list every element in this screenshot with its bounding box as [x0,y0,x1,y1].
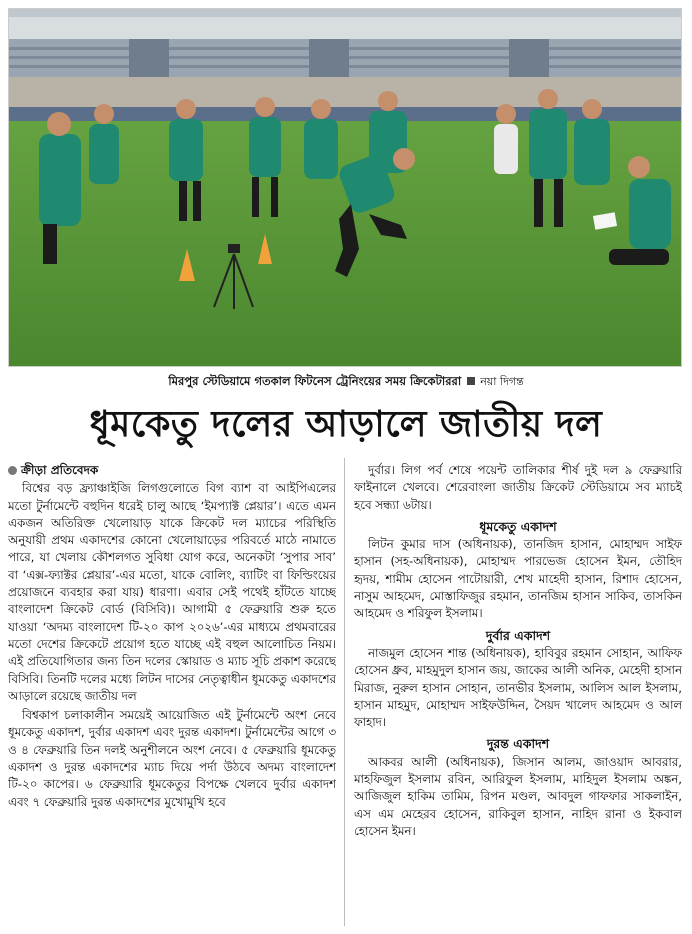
article-column-left [8,462,336,930]
article-paragraph-1: বিশ্বের বড় ফ্র্যাঞ্চাইজি লিগগুলোতে বিগ ব্যাশ বা আইপিএলের মতো টুর্নামেন্টে বহুদিন ধরেই চালু আছে ‘ইমপ্যাক্ট প্লেয়ার’। এতে এমন একজন অতিরিক্ত খেলোয়াড় যাকে ক্রিকেট দল ম্যাচের পরিস্থিতি অনুযায়ী প্রথম একাদশের কোনো খেলোয়াড়ের পরিবর্তে মাঠে নামাতে পারে, যা খেলায় কৌশলগত সুবিধা যোগ করে, অনেকটা ‘সুপার সাব’ বা ‘এক্স-ফ্যাক্টর প্লেয়ার’-এর মতো, যাকে বোলিং, ব্যাটিং বা ফিল্ডিংয়ের প্রয়োজনে ব্যবহার করা যায়) ধারণা। এবার সেই পথেই হাঁটতে যাচ্ছে বাংলাদেশ ক্রিকেট বোর্ড (বিসিবি)। আগামী ৫ ফেব্রুয়ারি শুরু হতে যাওয়া ‘অদম্য বাংলাদেশ টি-২০ কাপ ২০২৬’-এর মাধ্যমে প্রথমবারের মতো দেশের ক্রিকেটে প্রয়োগ হতে যাচ্ছে এই বহুল আলোচিত নিয়ম। এই প্রতিযোগিতার জন্য তিন দলের স্কোয়াড ও ম্যাচ সূচি প্রকাশ করেছে বিসিবি। তিনটি দলের মধ্যে লিটন দাসের নেতৃত্বাধীন ধূমকেতু একাদশের আড়ালে রয়েছে জাতীয় দল [8,481,336,703]
team-players-duranta: আকবর আলী (অধিনায়ক), জিসান আলম, জাওয়াদ আবরার, মাহফিজুল ইসলাম রবিন, আরিফুল ইসলাম, মাহিদুল ইসলাম অঙ্কন, আজিজুল হাকিম তামিম, রিপন মণ্ডল, আবদুল গাফফার সাকলাইন, এস এম মেহেরব হোসেন, রাকিবুল হাসান, নাহিদ রানা ও ইকবাল হোসেন ইমন। [354,754,682,838]
column-divider [344,458,345,926]
caption-text: মিরপুর স্টেডিয়ামে গতকাল ফিটনেস ট্রেনিংয়ের সময় ক্রিকেটাররা [168,374,462,388]
training-photo-illustration [9,9,681,366]
article-headline: ধূমকেতু দলের আড়ালে জাতীয় দল [89,403,603,445]
team-players-durbar: নাজমুল হোসেন শান্ত (অধিনায়ক), হাবিবুর রহমান সোহান, আফিফ হোসেন ধ্রুব, মাহমুদুল হাসান জয়, জাকের আলী অনিক, মেহেদী হাসান মিরাজ, নুরুল হাসান সোহান, তানভীর ইসলাম, আলিস আল ইসলাম, হাসান মাহমুদ, মোহাম্মদ সাইফউদ্দিন, সৈয়দ খালেদ আহমেদ ও আল ফাহাদ। [354,645,682,730]
byline-text: ক্রীড়া প্রতিবেদক [21,463,99,477]
team-heading-duranta: দুরন্ত একাদশ [486,736,550,752]
article-paragraph-3: দুর্বার। লিগ পর্ব শেষে পয়েন্ট তালিকার শীর্ষ দুই দল ৯ ফেব্রুয়ারি ফাইনালে খেলবে। শেরেবাংলা জাতীয় ক্রিকেট স্টেডিয়ামে সব ম্যাচই হবে সন্ধ্যা ৬টায়। [354,463,682,512]
byline [8,462,336,479]
team-heading-dhumketu: ধূমকেতু একাদশ [479,518,557,534]
photo-caption [0,369,692,393]
article-column-right [354,462,682,930]
team-players-dhumketu: লিটন কুমার দাস (অধিনায়ক), তানজিদ হাসান, মোহাম্মদ সাইফ হাসান (সহ-অধিনায়ক), মোহাম্মদ পারভেজ হোসেন ইমন, তৌহিদ হৃদয়, শামীম হোসেন পাটোয়ারী, শেখ মাহেদী হাসান, রিশাদ হোসেন, নাসুম আহমেদ, মোস্তাফিজুর রহমান, তানজিম হাসান সাকিব, তাসকিন আহমেদ ও শরিফুল ইসলাম। [354,537,682,621]
bullet-dot-icon [8,466,17,475]
caption-source: নয়া দিগন্ত [480,375,524,388]
news-photo [8,8,682,367]
separator-square-icon [467,377,475,385]
article-paragraph-2: বিশ্বকাপ চলাকালীন সময়েই আয়োজিত এই টুর্নামেন্টে অংশ নেবে ধূমকেতু একাদশ, দুর্বার একাদশ এবং দুরন্ত একাদশ। টুর্নামেন্টের আগে ৩ ও ৪ ফেব্রুয়ারি তিন দলই অনুশীলনে অংশ নেবে। ৫ ফেব্রুয়ারি ধূমকেতু একাদশ ও দুরন্ত একাদশের ম্যাচ দিয়ে পর্দা উঠবে অদম্য বাংলাদেশ টি-২০ কাপের। ৬ ফেব্রুয়ারি ধূমকেতুর বিপক্ষে খেলবে দুর্বার একাদশ এবং ৭ ফেব্রুয়ারি দুরন্ত একাদশের মুখোমুখি হবে [8,708,336,809]
team-heading-durbar: দুর্বার একাদশ [485,627,551,643]
